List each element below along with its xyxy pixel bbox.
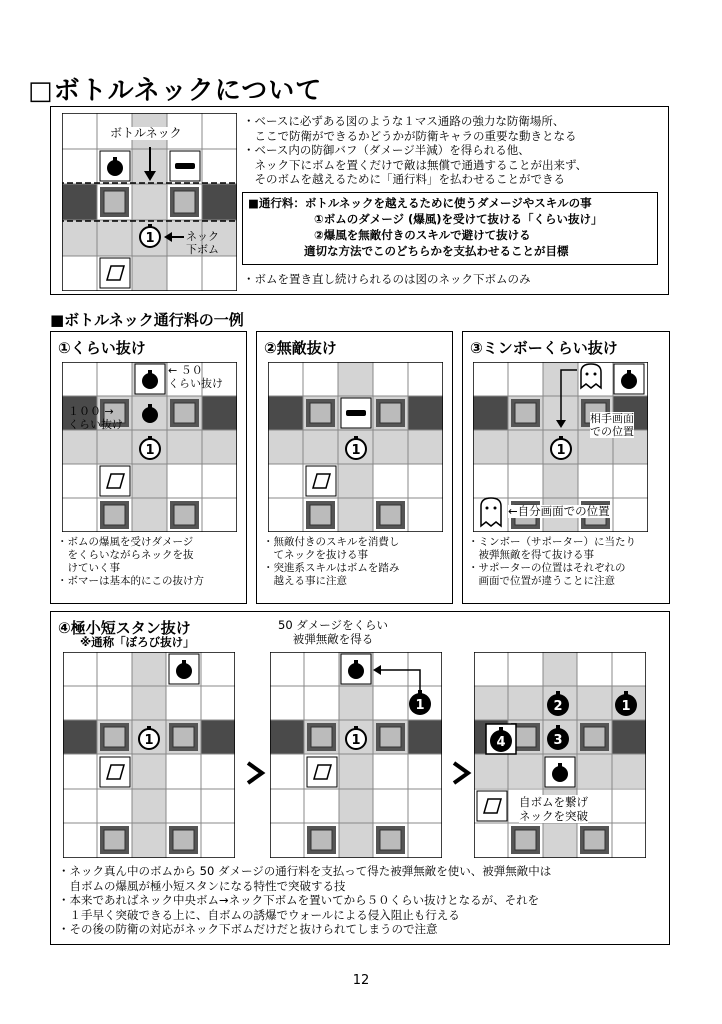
- bomb-icon: [100, 151, 130, 181]
- panel-bullet: ・突進系スキルはボムを踏み: [263, 562, 400, 574]
- panel-bullet: ・その後の防衛の対応がネック下ボムだけだと抜けられてしまうので注意: [58, 922, 438, 936]
- panel4-bullets: [58, 864, 551, 937]
- intro-bullet: ・ベースに必ずある図のような１マス通路の強力な防衛場所、: [243, 114, 565, 128]
- panel1-title: ①くらい抜け: [58, 339, 146, 357]
- panel1-bullets: [57, 536, 204, 588]
- block-icon: [306, 399, 335, 427]
- panel4-caption-top: 50 ダメージをくらい 被弾無敵を得る: [278, 618, 389, 646]
- panel-bullet: １手早く突破できる上に、自ボムの誘爆でウォールによる侵入阻止も行える: [58, 907, 460, 922]
- dash-skill-icon: [170, 151, 200, 181]
- intro-bullet: そのボムを越えるために「通行料」を払わせることができる: [243, 172, 565, 186]
- page-number: 12: [352, 973, 370, 988]
- panel3-bullets: [468, 536, 636, 588]
- panel-bullet: てネックを抜ける事: [263, 549, 368, 561]
- svg-text:1: 1: [621, 699, 631, 714]
- panel-bullet: ・ボマーは基本的にこの抜け方: [57, 575, 204, 587]
- neck-bomb-label: ネック 下ボム: [186, 230, 219, 256]
- block-icon: [170, 501, 199, 529]
- block-icon: [100, 723, 129, 751]
- shield-skill-icon: [100, 757, 130, 787]
- panel2-title: ②無敵抜け: [264, 339, 337, 357]
- intro-bullet: ここで防衛ができるかどうかが防衛キャラの重要な動きとなる: [243, 128, 577, 143]
- panel2-bullets: [263, 536, 399, 588]
- block-icon: [307, 826, 336, 854]
- panel-bullet: ・無敵付きのスキルを消費し: [263, 536, 400, 548]
- wall: [62, 184, 97, 220]
- break-through-label: 自ボムを繋げ ネックを突破: [519, 795, 588, 823]
- block-icon: [169, 826, 198, 854]
- damage-100-label: １００ → くらい抜け: [68, 405, 123, 431]
- panel-bullet: ・ボムの爆風を受けダメージ: [57, 536, 194, 548]
- bomb-icon: [169, 654, 199, 684]
- block-icon: [376, 723, 405, 751]
- dash-skill-icon: [341, 398, 371, 428]
- block-icon: [170, 399, 199, 427]
- block-icon: [376, 501, 405, 529]
- minbo-ghost-icon: [481, 498, 501, 526]
- svg-text:1: 1: [415, 698, 425, 713]
- panel-bullet: 被弾無敵を得て抜ける事: [468, 549, 594, 561]
- panel-bullet: けていく事: [57, 562, 120, 574]
- bomb-icon: [135, 364, 165, 394]
- step-arrow-icon: [244, 760, 268, 786]
- block-icon: [169, 723, 198, 751]
- panel-bullet: 画面で位置が違うことに注意: [468, 575, 615, 587]
- bomb-icon: [614, 364, 644, 394]
- toll-method-1: ①ボムのダメージ (爆風)を受けて抜ける「くらい抜け」: [314, 212, 603, 226]
- svg-text:1: 1: [351, 443, 361, 458]
- intro-bullets: [243, 114, 587, 187]
- block-icon: [100, 187, 129, 217]
- block-icon: [511, 826, 540, 854]
- toll-goal: 適切な方法でこのどちらかを支払わせることが目標: [304, 244, 569, 258]
- examples-heading: ■ボトルネック通行料の一例: [50, 311, 244, 329]
- block-icon: [100, 826, 129, 854]
- shield-skill-icon: [100, 466, 130, 496]
- intro-bullet: ・ベース内の防御バフ（ダメージ半減）を得られる他、: [243, 143, 530, 157]
- toll-definition-box: [242, 192, 658, 265]
- svg-text:2: 2: [553, 699, 563, 714]
- svg-text:4: 4: [496, 735, 506, 750]
- panel4-title: ④極小短スタン抜け: [58, 619, 191, 637]
- block-icon: [376, 826, 405, 854]
- bomb-icon: [545, 757, 575, 787]
- page-title: □ボトルネックについて: [28, 76, 323, 106]
- minbo-ghost-icon: [581, 364, 601, 388]
- panel-bullet: 越える事に注意: [263, 575, 347, 587]
- svg-text:1: 1: [556, 443, 566, 458]
- bottleneck-label: ボトルネック: [110, 126, 182, 140]
- panel-bullet: ・本来であればネック中央ボム→ネック下ボムを置いてから５０くらい抜けとなるが、それを: [58, 893, 540, 907]
- panel4-step3-diagram: [474, 652, 646, 858]
- svg-text:1: 1: [145, 231, 155, 246]
- toll-definition: ■通行料：ボトルネックを越えるために使うダメージやスキルの事: [248, 196, 592, 210]
- block-icon: [580, 723, 609, 751]
- toll-method-2: ②爆風を無敵付きのスキルで避けて抜ける: [314, 228, 531, 242]
- panel4-subtitle: ※通称「ぼろび抜け」: [80, 635, 195, 649]
- panel-bullet: をくらいながらネックを抜: [57, 549, 194, 561]
- intro-note: ・ボムを置き直し続けられるのは図のネック下ボムのみ: [243, 272, 531, 286]
- shield-skill-icon: [477, 791, 507, 821]
- shield-skill-icon: [307, 757, 337, 787]
- panel4-step1-diagram: [63, 652, 235, 858]
- block-icon: [100, 501, 129, 529]
- block-icon: [376, 399, 405, 427]
- block-icon: [580, 826, 609, 854]
- wall: [202, 184, 237, 220]
- svg-text:1: 1: [144, 733, 154, 748]
- block-icon: [511, 399, 540, 427]
- block-icon: [170, 187, 199, 217]
- countdown-bomb-black-icon: [486, 724, 516, 754]
- svg-text:1: 1: [351, 733, 361, 748]
- block-icon: [306, 501, 335, 529]
- own-screen-label: ←自分画面での位置: [508, 504, 610, 518]
- shield-skill-icon: [306, 466, 336, 496]
- step-arrow-icon: [450, 760, 474, 786]
- panel4-step2-diagram: [270, 652, 442, 858]
- intro-bullet: ネック下にボムを置くだけで敵は無償で通過することが出来ず、: [243, 157, 588, 172]
- opponent-screen-label: 相手画面 での位置: [590, 412, 634, 438]
- damage-50-label: ← ５０ くらい抜け: [168, 364, 223, 390]
- shield-skill-icon: [100, 258, 130, 288]
- panel-bullet: ・ミンボー（サポーター）に当たり: [468, 536, 636, 548]
- bomb-icon: [341, 654, 371, 684]
- panel-bullet: ・ネック真ん中のボムから 50 ダメージの通行料を支払って得た被弾無敵を使い、被弾無敵中は: [58, 864, 552, 878]
- panel3-title: ③ミンボーくらい抜け: [470, 339, 618, 357]
- block-icon: [307, 723, 336, 751]
- panel2-diagram: [268, 362, 443, 532]
- svg-text:3: 3: [553, 733, 563, 748]
- svg-text:1: 1: [145, 443, 155, 458]
- panel-bullet: ・サポーターの位置はそれぞれの: [468, 562, 626, 574]
- panel-bullet: 自ボムの爆風が極小短スタンになる特性で突破する技: [58, 878, 346, 893]
